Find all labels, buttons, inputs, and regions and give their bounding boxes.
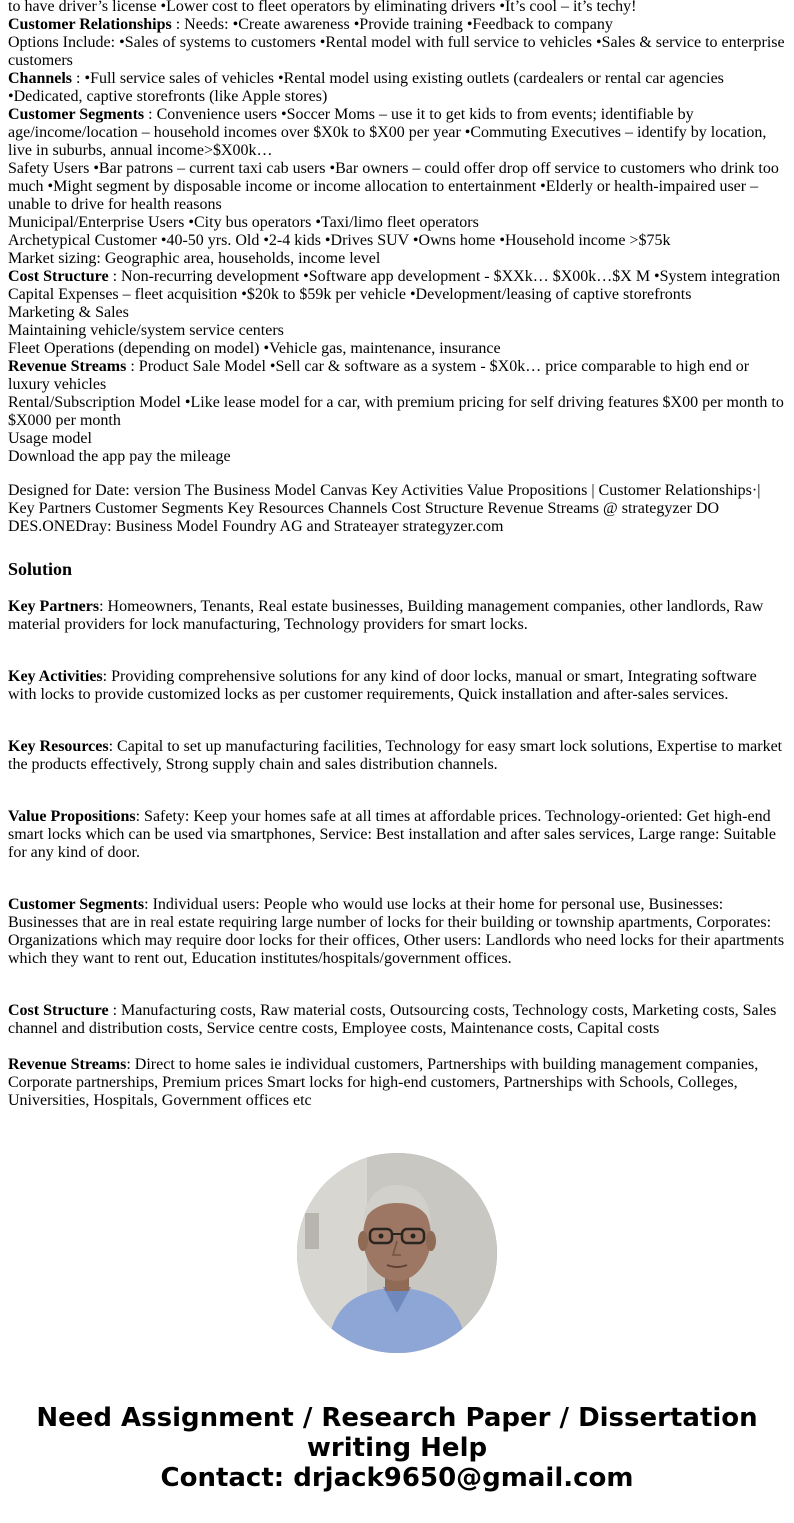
cost-structure-line [8, 268, 786, 286]
solution-customer-segments-label: Customer Segments [8, 896, 145, 913]
key-partners-label: Key Partners [8, 598, 100, 615]
capital-expenses-line: Capital Expenses – fleet acquisition •$20k to $59k per vehicle •Development/leasing of captive storefronts [8, 286, 692, 303]
value-propositions-paragraph [8, 808, 786, 862]
channels-line [8, 70, 786, 106]
canvas-line-1: to have driver’s license •Lower cost to fleet operators by eliminating drivers •It’s cool – it’s techy! [8, 0, 637, 15]
options-line: Options Include: •Sales of systems to customers •Rental model with full service to vehicles •Sales & service to enterprise customers [8, 34, 785, 69]
safety-users-line: Safety Users •Bar patrons – current taxi cab users •Bar owners – could offer drop off service to customers who drink too much •Might segment by disposable income or income allocation to entertainment •Elderly or health-impaired user – unable to drive for health reasons [8, 160, 779, 213]
solution-revenue-streams-label: Revenue Streams [8, 1056, 127, 1073]
cta-contact: Contact: drjack9650@gmail.com [160, 1463, 634, 1493]
author-portrait-image [297, 1153, 497, 1353]
solution-cost-structure-text: : Manufacturing costs, Raw material costs, Outsourcing costs, Technology costs, Marketing costs, Sales channel and distribution costs, Service centre costs, Employee costs, Maintenance costs, Capital costs [8, 1002, 777, 1037]
key-partners-paragraph [8, 598, 786, 634]
customer-segments-text: : Convenience users •Soccer Moms – use it to get kids to from events; identifiable by age/income/location – household incomes over $X0k to $X00 per year •Commuting Executives – identify by location, live in suburbs, annual income>$X00k… [8, 106, 767, 159]
solution-heading: Solution [8, 559, 73, 579]
key-resources-label: Key Resources [8, 738, 109, 755]
revenue-streams-text: : Product Sale Model •Sell car & software as a system - $X0k… price comparable to high end or luxury vehicles [8, 358, 750, 393]
marketing-sales-line: Marketing & Sales [8, 304, 129, 321]
market-sizing-line: Market sizing: Geographic area, households, income level [8, 250, 381, 267]
channels-label: Channels [8, 70, 73, 87]
solution-customer-segments-paragraph [8, 896, 786, 968]
designed-for-text: Designed for Date: version The Business Model Canvas Key Activities Value Propositions | Customer Relationships·| Key Partners Customer Segments Key Resources Channels Cost Structure Revenue Streams @ strategyzer DO DES.ONEDray: Business Model Foundry AG and Strateayer strategyzer.com [8, 482, 761, 535]
key-resources-paragraph [8, 738, 786, 774]
fleet-operations-line: Fleet Operations (depending on model) •Vehicle gas, maintenance, insurance [8, 340, 501, 357]
customer-segments-line [8, 106, 786, 160]
value-propositions-text: : Safety: Keep your homes safe at all times at affordable prices. Technology-oriented: Get high-end smart locks which can be used via smartphones, Service: Best installation and after sales services, Large range: Suitable for any kind of door. [8, 808, 776, 861]
solution-cost-structure-label: Cost Structure [8, 1002, 109, 1019]
solution-customer-segments-text: : Individual users: People who would use locks at their home for personal use, Businesses: Businesses that are in real estate requiring large number of locks for their building or township apartments, Corporates: Organizations which may require door locks for their offices, Other users: Landlords who need locks for their apartments which they want to rent out, Education institutes/hospitals/government offices. [8, 896, 785, 967]
municipal-users-line: Municipal/Enterprise Users •City bus operators •Taxi/limo fleet operators [8, 214, 479, 231]
archetypical-customer-line: Archetypical Customer •40-50 yrs. Old •2-4 kids •Drives SUV •Owns home •Household income >$75k [8, 232, 671, 249]
revenue-streams-label: Revenue Streams [8, 358, 127, 375]
maintaining-centers-line: Maintaining vehicle/system service centers [8, 322, 284, 339]
solution-cost-structure-paragraph [8, 1002, 786, 1038]
rental-model-line: Rental/Subscription Model •Like lease model for a car, with premium pricing for self driving features $X00 per month to $X000 per month [8, 394, 784, 429]
cost-structure-text: : Non-recurring development •Software app development - $XXk… $X00k…$X M •System integration [108, 268, 781, 285]
customer-relationships-text: : Needs: •Create awareness •Provide training •Feedback to company [171, 16, 613, 33]
key-partners-text: : Homeowners, Tenants, Real estate businesses, Building management companies, other landlords, Raw material providers for lock manufacturing, Technology providers for smart locks. [8, 598, 764, 633]
customer-relationships-line [8, 16, 786, 34]
solution-revenue-streams-text: : Direct to home sales ie individual customers, Partnerships with building management companies, Corporate partnerships, Premium prices Smart locks for high-end customers, Partnerships with Schools, Colleges, Universities, Hospitals, Government offices etc [8, 1056, 759, 1109]
channels-text: : •Full service sales of vehicles •Rental model using existing outlets (cardealers or rental car agencies •Dedicated, captive storefronts (like Apple stores) [8, 70, 724, 105]
value-propositions-label: Value Propositions [8, 808, 136, 825]
key-resources-text: : Capital to set up manufacturing facilities, Technology for easy smart lock solutions, Expertise to market the products effectively, Strong supply chain and sales distribution channels. [8, 738, 783, 773]
download-app-line: Download the app pay the mileage [8, 448, 231, 465]
help-call-to-action [0, 1403, 794, 1493]
usage-model-line: Usage model [8, 430, 92, 447]
customer-relationships-label: Customer Relationships [8, 16, 172, 33]
article-body [8, 0, 786, 1110]
cta-headline: Need Assignment / Research Paper / Dissertation writing Help [36, 1403, 758, 1463]
revenue-streams-line [8, 358, 786, 394]
solution-revenue-streams-paragraph [8, 1056, 786, 1110]
cost-structure-label: Cost Structure [8, 268, 109, 285]
key-activities-paragraph [8, 668, 786, 704]
author-avatar [297, 1153, 497, 1353]
key-activities-label: Key Activities [8, 668, 103, 685]
key-activities-text: : Providing comprehensive solutions for any kind of door locks, manual or smart, Integrating software with locks to provide customized locks as per customer requirements, Quick installation and after-sales services. [8, 668, 757, 703]
customer-segments-label: Customer Segments [8, 106, 145, 123]
